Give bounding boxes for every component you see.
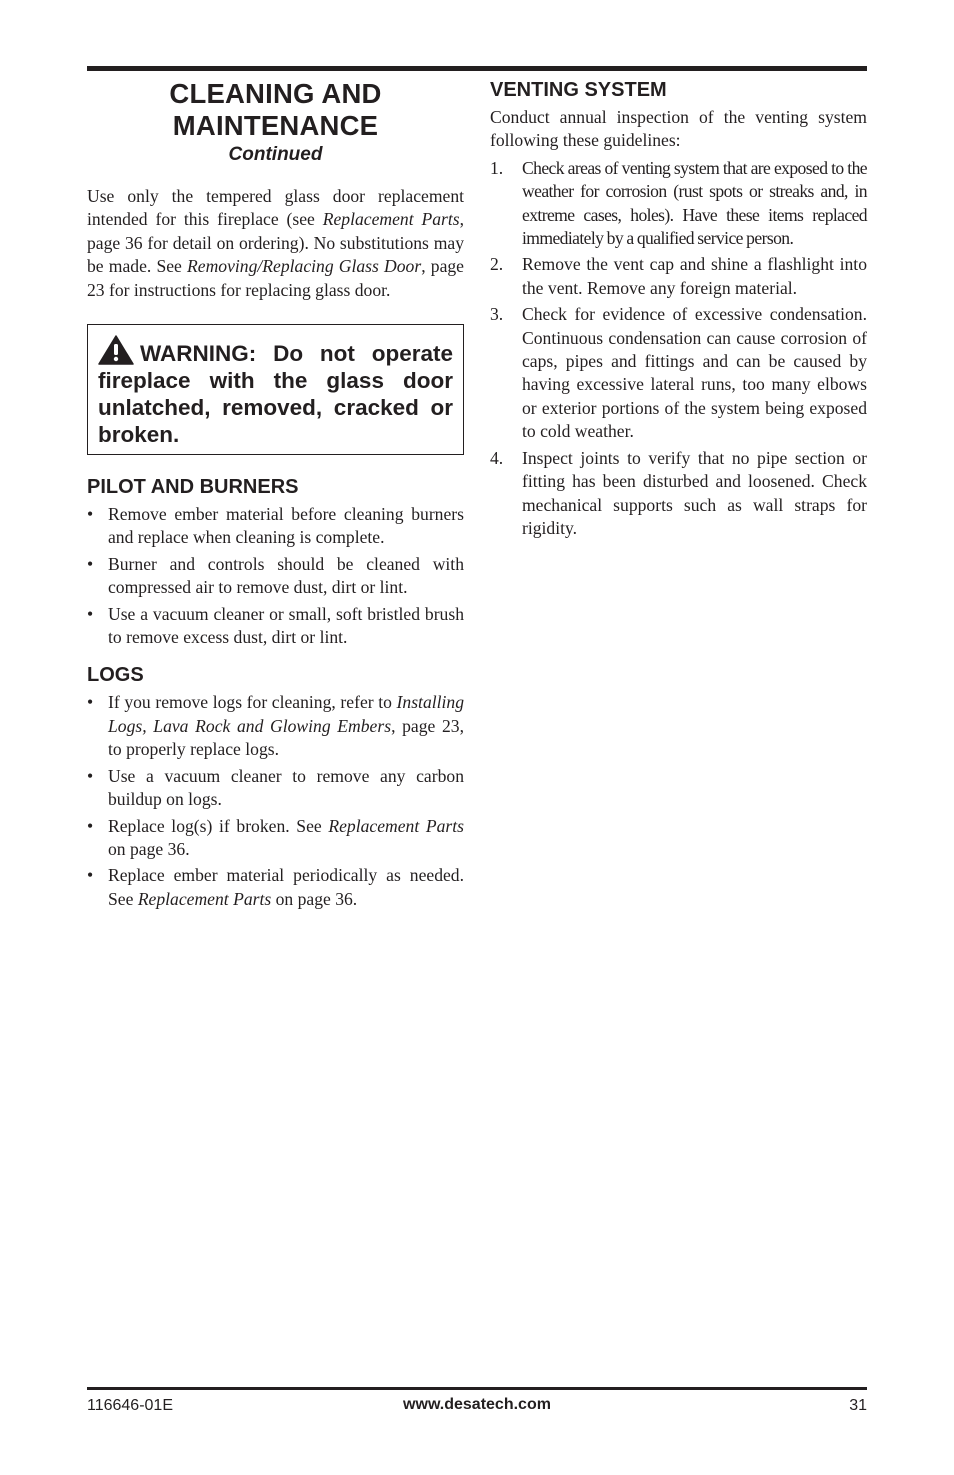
italic-reference: Replacement Parts xyxy=(328,815,464,836)
text-run: Replace log(s) if broken. See xyxy=(108,815,329,836)
item-text xyxy=(108,865,464,908)
list-item xyxy=(87,765,464,812)
bullet-icon: • xyxy=(87,865,94,886)
text-run: , page 23 for instructions for replacing glass door. xyxy=(87,256,464,300)
item-number: 3. xyxy=(490,304,504,325)
item-text: Check for evidence of excessive condensation. Continuous condensation can cause corrosion of caps, pipes and fittings and can be caused by having excessive lateral runs, too many elbows or exterior portions of the system being exposed to cold weather. xyxy=(522,304,867,442)
italic-reference: Replacement Parts xyxy=(137,888,272,909)
bullet-icon: • xyxy=(87,765,94,786)
left-column xyxy=(87,78,464,914)
text-run: Burner and controls should be cleaned with compressed air to remove dust, dirt or lint. xyxy=(108,553,464,598)
venting-list xyxy=(490,157,867,541)
bullet-icon: • xyxy=(87,553,94,574)
list-item xyxy=(87,553,464,600)
list-item xyxy=(87,691,464,761)
item-text xyxy=(108,816,464,859)
bottom-rule xyxy=(87,1387,867,1390)
italic-reference: Installing Logs, Lava Rock and Glowing Embers xyxy=(108,692,464,736)
bullet-icon: • xyxy=(87,504,94,525)
right-column xyxy=(490,78,867,543)
item-text: Inspect joints to verify that no pipe section or fitting has been disturbed and loosened. Check mechanical supports such as wall straps for rigidity. xyxy=(522,447,867,538)
item-number: 4. xyxy=(490,447,504,468)
list-item xyxy=(87,603,464,650)
warning-text-block xyxy=(98,335,453,448)
website-link[interactable]: www.desatech.com xyxy=(403,1396,551,1413)
text-run: Remove ember material before cleaning burners and replace when cleaning is complete. xyxy=(108,504,464,548)
item-text xyxy=(108,554,464,597)
bullet-icon: • xyxy=(87,603,94,624)
logs-heading: LOGS xyxy=(87,664,144,687)
logs-list xyxy=(87,691,464,911)
item-number: 1. xyxy=(490,157,504,178)
italic-reference: Replacement Parts xyxy=(322,209,460,230)
list-item xyxy=(490,157,867,251)
text-run: , page 36 for detail on ordering). No substitutions may be made. See xyxy=(87,209,464,277)
item-text xyxy=(108,692,464,759)
doc-number: 116646-01E xyxy=(87,1397,173,1414)
item-number: 2. xyxy=(490,254,504,275)
warning-text: WARNING: Do not operate fireplace with the glass door unlatched, removed, cracked or broken. xyxy=(98,341,453,448)
item-text: Remove the vent cap and shine a flashlight into the vent. Remove any foreign material. xyxy=(522,254,867,298)
page-title xyxy=(87,78,464,142)
warning-box xyxy=(87,324,464,455)
italic-reference: Removing/Replacing Glass Door xyxy=(187,256,422,277)
text-run: on page 36. xyxy=(108,838,190,859)
bullet-icon: • xyxy=(87,692,94,713)
item-text xyxy=(108,504,464,547)
title-line-1: CLEANING AND xyxy=(169,78,382,109)
item-text xyxy=(108,604,464,647)
text-run: If you remove logs for cleaning, refer to xyxy=(108,692,397,713)
item-text xyxy=(108,766,464,809)
list-item xyxy=(87,503,464,550)
list-item xyxy=(87,864,464,911)
top-rule xyxy=(87,66,867,71)
warning-triangle-icon xyxy=(98,335,134,365)
list-item xyxy=(490,447,867,541)
list-item xyxy=(490,253,867,300)
item-text: Check areas of venting system that are exposed to the weather for corrosion (rust spots or streaks and, in extreme cases, holes). Have these items replaced immediately by a qualified service person. xyxy=(522,157,867,249)
text-run: on page 36. xyxy=(271,888,358,909)
venting-heading: VENTING SYSTEM xyxy=(490,79,667,101)
text-run: Use a vacuum cleaner to remove any carbon buildup on logs. xyxy=(108,765,464,810)
text-run: , page 23, to properly replace logs. xyxy=(108,715,464,760)
bullet-icon: • xyxy=(87,815,94,836)
list-item xyxy=(87,815,464,862)
pilot-heading: PILOT AND BURNERS xyxy=(87,476,299,499)
list-item xyxy=(490,303,867,443)
text-run: Replace ember material periodically as needed. See xyxy=(108,865,464,909)
page-number: 31 xyxy=(849,1397,867,1414)
continued-label: Continued xyxy=(228,144,323,165)
pilot-list xyxy=(87,503,464,649)
text-run: Use only the tempered glass door replacement intended for this fireplace (see xyxy=(87,186,464,230)
intro-paragraph xyxy=(87,185,464,302)
text-run: Use a vacuum cleaner or small, soft bristled brush to remove excess dust, dirt or lint. xyxy=(108,603,464,648)
venting-intro: Conduct annual inspection of the venting system following these guidelines: xyxy=(490,107,867,151)
title-line-2: MAINTENANCE xyxy=(172,110,379,141)
